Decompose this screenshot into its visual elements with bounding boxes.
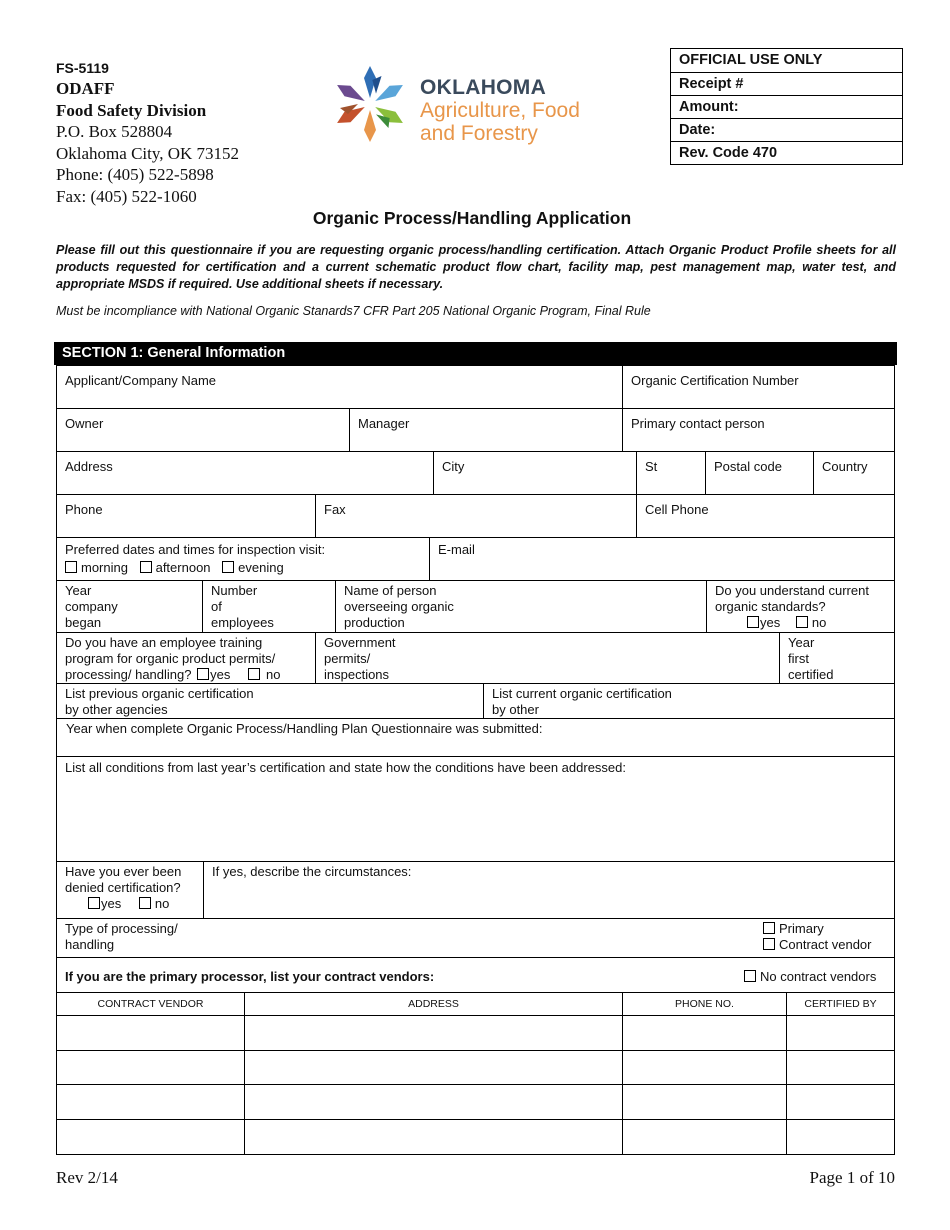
denied-no-label: no: [154, 896, 170, 911]
year-began-label-1: Year: [65, 583, 92, 598]
table-row-3-certified[interactable]: [786, 1084, 895, 1120]
describe-field[interactable]: [203, 861, 895, 919]
overseer-field[interactable]: [335, 580, 707, 633]
postal-field[interactable]: [705, 451, 814, 495]
describe-label: If yes, describe the circumstances:: [212, 864, 412, 879]
primary-contact-label: Primary contact person: [631, 416, 765, 431]
address-field[interactable]: [56, 451, 434, 495]
section-1-header: SECTION 1: General Information: [54, 342, 897, 365]
training-label-1: Do you have an employee training: [65, 635, 263, 650]
city-line: Oklahoma City, OK 73152: [56, 144, 240, 163]
revision-note: Rev 2/14: [56, 1168, 118, 1187]
prev-cert-label-1: List previous organic certification: [65, 686, 254, 701]
cert-number-field[interactable]: [622, 365, 895, 409]
country-field[interactable]: [813, 451, 895, 495]
year-plan-field[interactable]: [56, 718, 895, 757]
contract-vendor-checkbox[interactable]: [763, 938, 775, 950]
training-no-checkbox[interactable]: [248, 668, 260, 680]
preferred-times-field: [56, 537, 430, 581]
po-box: P.O. Box 528804: [56, 122, 173, 141]
curr-cert-label-1: List current organic certification: [492, 686, 672, 701]
table-row-1-phone[interactable]: [622, 1015, 787, 1051]
table-row-2-phone[interactable]: [622, 1050, 787, 1085]
date-field: Date:: [671, 118, 902, 141]
evening-checkbox[interactable]: [222, 561, 234, 573]
gov-permits-field[interactable]: [315, 632, 780, 684]
col-phone: PHONE NO.: [622, 992, 787, 1016]
employees-label-2: of: [211, 599, 222, 614]
preferred-times-label: Preferred dates and times for inspection visit:: [65, 542, 326, 557]
phone-line: Phone: (405) 522-5898: [56, 165, 214, 184]
year-first-field[interactable]: [779, 632, 895, 684]
compliance-note: Must be incompliance with National Organic Stanards7 CFR Part 205 National Organic Program, Final Rule: [56, 304, 651, 318]
owner-label: Owner: [65, 416, 104, 431]
training-label-2: program for organic product permits/: [65, 651, 276, 666]
cert-number-label: Organic Certification Number: [631, 373, 799, 388]
understand-no-checkbox[interactable]: [796, 616, 808, 628]
manager-label: Manager: [358, 416, 410, 431]
denied-label-1: Have you ever been: [65, 864, 182, 879]
col-contract-vendor: CONTRACT VENDOR: [56, 992, 245, 1016]
primary-checkbox[interactable]: [763, 922, 775, 934]
city-label: City: [442, 459, 465, 474]
employees-label-1: Number: [211, 583, 258, 598]
understand-yes-label: yes: [760, 615, 781, 630]
training-field: [56, 632, 316, 684]
logo-ag-food: Agriculture, Food: [420, 99, 580, 122]
understand-standards-field: [706, 580, 895, 633]
training-no-label: no: [265, 667, 281, 682]
denied-no-checkbox[interactable]: [139, 897, 151, 909]
fax-field[interactable]: [315, 494, 637, 538]
year-began-field[interactable]: [56, 580, 203, 633]
table-row-4-phone[interactable]: [622, 1119, 787, 1155]
state-field[interactable]: [636, 451, 706, 495]
applicant-field[interactable]: [56, 365, 623, 409]
page-number: Page 1 of 10: [809, 1168, 895, 1187]
gov-permits-label-1: Government: [324, 635, 396, 650]
table-row-1-certified[interactable]: [786, 1015, 895, 1051]
prev-cert-label-2: by other agencies: [65, 702, 168, 717]
table-row-1-address[interactable]: [244, 1015, 623, 1051]
agency-logo-icon: [328, 62, 412, 148]
logo-forestry: and Forestry: [420, 122, 538, 145]
division-name: Food Safety Division: [56, 101, 207, 120]
manager-field[interactable]: [349, 408, 623, 452]
denied-field: [56, 861, 204, 919]
denied-yes-checkbox[interactable]: [88, 897, 100, 909]
conditions-label: List all conditions from last year’s certification and state how the conditions have been addressed:: [65, 760, 627, 775]
denied-yes-label: yes: [101, 896, 122, 911]
receipt-field: Receipt #: [671, 72, 902, 95]
year-first-label-3: certified: [788, 667, 834, 682]
understand-no-label: no: [811, 615, 827, 630]
vendors-heading: If you are the primary processor, list your contract vendors:: [65, 969, 435, 984]
country-label: Country: [822, 459, 868, 474]
curr-cert-label-2: by other: [492, 702, 539, 717]
morning-checkbox[interactable]: [65, 561, 77, 573]
overseer-label-2: overseeing organic: [344, 599, 454, 614]
owner-field[interactable]: [56, 408, 350, 452]
fax-line: Fax: (405) 522-1060: [56, 187, 197, 206]
table-row-2-certified[interactable]: [786, 1050, 895, 1085]
phone-label: Phone: [65, 502, 103, 517]
cell-phone-label: Cell Phone: [645, 502, 709, 517]
primary-contact-field[interactable]: [622, 408, 895, 452]
official-use-box: [670, 48, 903, 165]
table-row-3-vendor[interactable]: [56, 1084, 245, 1120]
official-title: OFFICIAL USE ONLY: [679, 52, 823, 68]
year-first-label-2: first: [788, 651, 809, 666]
prev-cert-field[interactable]: [56, 683, 484, 719]
table-row-2-address[interactable]: [244, 1050, 623, 1085]
year-began-label-3: began: [65, 615, 102, 630]
email-label: E-mail: [438, 542, 475, 557]
rev-code-field: Rev. Code 470: [671, 141, 902, 164]
amount-field: Amount:: [671, 95, 902, 118]
table-row-2-vendor[interactable]: [56, 1050, 245, 1085]
fax-label: Fax: [324, 502, 346, 517]
training-yes-label: yes: [210, 667, 231, 682]
address-label: Address: [65, 459, 113, 474]
table-row-3-phone[interactable]: [622, 1084, 787, 1120]
email-field[interactable]: [429, 537, 895, 581]
overseer-label-3: production: [344, 615, 405, 630]
postal-label: Postal code: [714, 459, 782, 474]
no-vendors-label: No contract vendors: [760, 969, 877, 984]
form-code: FS-5119: [56, 60, 109, 76]
training-label-3: processing/ handling?: [65, 667, 192, 682]
overseer-label-1: Name of person: [344, 583, 437, 598]
afternoon-label: afternoon: [155, 560, 211, 575]
year-first-label-1: Year: [788, 635, 815, 650]
cell-phone-field[interactable]: [636, 494, 895, 538]
year-plan-label: Year when complete Organic Process/Handling Plan Questionnaire was submitted:: [66, 721, 543, 736]
applicant-label: Applicant/Company Name: [65, 373, 217, 388]
afternoon-checkbox[interactable]: [140, 561, 152, 573]
employees-field[interactable]: [202, 580, 336, 633]
col-certified-by: CERTIFIED BY: [786, 992, 895, 1016]
employees-label-3: employees: [211, 615, 274, 630]
gov-permits-label-2: permits/: [324, 651, 371, 666]
table-row-1-vendor[interactable]: [56, 1015, 245, 1051]
form-title: Organic Process/Handling Application: [312, 208, 632, 228]
state-label: St: [645, 459, 658, 474]
denied-label-2: denied certification?: [65, 880, 181, 895]
evening-label: evening: [238, 560, 284, 575]
logo-oklahoma: OKLAHOMA: [420, 76, 547, 99]
table-row-4-vendor[interactable]: [56, 1119, 245, 1155]
gov-permits-label-3: inspections: [324, 667, 390, 682]
table-row-4-address[interactable]: [244, 1119, 623, 1155]
conditions-field[interactable]: [56, 756, 895, 862]
curr-cert-field[interactable]: [483, 683, 895, 719]
contract-vendor-label: Contract vendor: [779, 937, 872, 952]
phone-field[interactable]: [56, 494, 316, 538]
intro-text: Please fill out this questionnaire if you are requesting organic process/handling certification. Attach Organic Product Profile sheets for all products requested for certification and a current schematic product flow chart, facility map, pest management map, water test, and appropriate MSDS if required. Use additional sheets if necessary.: [56, 243, 896, 291]
understand-label-2: organic standards?: [715, 599, 826, 614]
type-proc-label-2: handling: [65, 937, 115, 952]
type-processing-field: [56, 918, 895, 958]
training-yes-checkbox[interactable]: [197, 668, 209, 680]
no-vendors-checkbox[interactable]: [744, 970, 756, 982]
understand-label-1: Do you understand current: [715, 583, 869, 598]
city-field[interactable]: [433, 451, 637, 495]
vendors-heading-row: [56, 957, 895, 993]
year-began-label-2: company: [65, 599, 118, 614]
table-row-4-certified[interactable]: [786, 1119, 895, 1155]
primary-label: Primary: [779, 921, 824, 936]
understand-yes-checkbox[interactable]: [747, 616, 759, 628]
col-address: ADDRESS: [244, 992, 623, 1016]
table-row-3-address[interactable]: [244, 1084, 623, 1120]
morning-label: morning: [81, 560, 128, 575]
type-proc-label-1: Type of processing/: [65, 921, 178, 936]
agency-name: ODAFF: [56, 79, 115, 98]
